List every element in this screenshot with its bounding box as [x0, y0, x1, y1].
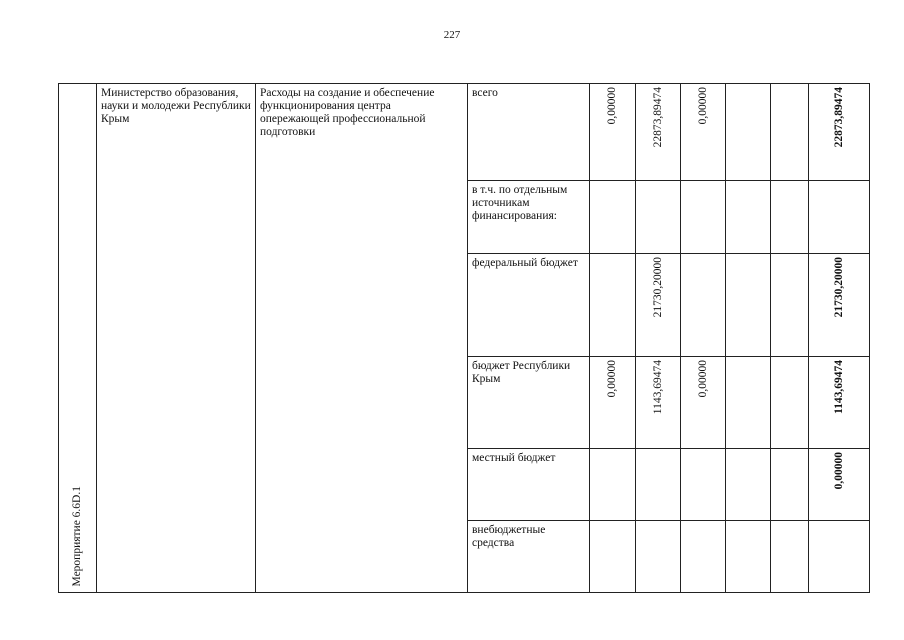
value-cell: [771, 254, 809, 357]
value-cell: [681, 254, 726, 357]
table-row: [59, 84, 870, 181]
source-cell: [468, 521, 590, 593]
value-cell: [681, 521, 726, 593]
total-cell: [809, 449, 870, 521]
budget-table: [58, 83, 870, 593]
value-text: 0,00000: [696, 87, 709, 125]
value-cell: [636, 84, 681, 181]
source-label: в т.ч. по отдельным источникам финансирования:: [472, 184, 568, 222]
value-cell: [726, 181, 771, 254]
total-cell: [809, 84, 870, 181]
executor-cell: [97, 84, 256, 593]
value-cell: [590, 84, 636, 181]
total-text: 0,00000: [832, 452, 845, 490]
value-cell: [636, 357, 681, 449]
value-cell: [726, 357, 771, 449]
value-cell: [726, 254, 771, 357]
source-label: местный бюджет: [472, 452, 556, 464]
value-cell: [681, 357, 726, 449]
total-cell: [809, 521, 870, 593]
value-cell: [681, 84, 726, 181]
total-text: 1143,69474: [832, 360, 845, 414]
value-cell: [726, 449, 771, 521]
source-cell: [468, 84, 590, 181]
value-text: 21730,20000: [651, 257, 664, 318]
value-text: 22873,89474: [651, 87, 664, 148]
value-text: 0,00000: [606, 87, 618, 125]
total-text: 22873,89474: [832, 87, 845, 148]
event-label: Мероприятие 6.6D.1: [71, 485, 83, 586]
value-text: 1143,69474: [651, 360, 664, 415]
value-cell: [771, 181, 809, 254]
value-cell: [590, 449, 636, 521]
event-cell: [59, 84, 97, 593]
value-cell: [636, 254, 681, 357]
source-cell: [468, 357, 590, 449]
source-label: всего: [472, 87, 498, 99]
value-cell: [771, 84, 809, 181]
value-cell: [636, 521, 681, 593]
source-cell: [468, 449, 590, 521]
total-text: 21730,20000: [832, 257, 845, 318]
value-cell: [590, 521, 636, 593]
source-cell: [468, 254, 590, 357]
value-cell: [681, 181, 726, 254]
value-cell: [726, 521, 771, 593]
value-text: 0,00000: [696, 360, 709, 398]
value-cell: [590, 254, 636, 357]
total-cell: [809, 254, 870, 357]
value-cell: [636, 449, 681, 521]
description-text: Расходы на создание и обеспечение функционирования центра опережающей профессиональной подготовки: [260, 87, 435, 138]
source-label: федеральный бюджет: [472, 257, 578, 269]
value-cell: [636, 181, 681, 254]
source-cell: [468, 181, 590, 254]
source-label: внебюджетные средства: [472, 524, 546, 549]
page-number: 227: [443, 29, 461, 41]
description-cell: [256, 84, 468, 593]
value-cell: [590, 181, 636, 254]
value-text: 0,00000: [606, 360, 618, 398]
value-cell: [771, 357, 809, 449]
value-cell: [771, 521, 809, 593]
total-cell: [809, 181, 870, 254]
total-cell: [809, 357, 870, 449]
value-cell: [590, 357, 636, 449]
value-cell: [681, 449, 726, 521]
source-label: бюджет Республики Крым: [472, 360, 571, 385]
value-cell: [771, 449, 809, 521]
value-cell: [726, 84, 771, 181]
executor-text: Министерство образования, науки и молодежи Республики Крым: [101, 87, 251, 125]
